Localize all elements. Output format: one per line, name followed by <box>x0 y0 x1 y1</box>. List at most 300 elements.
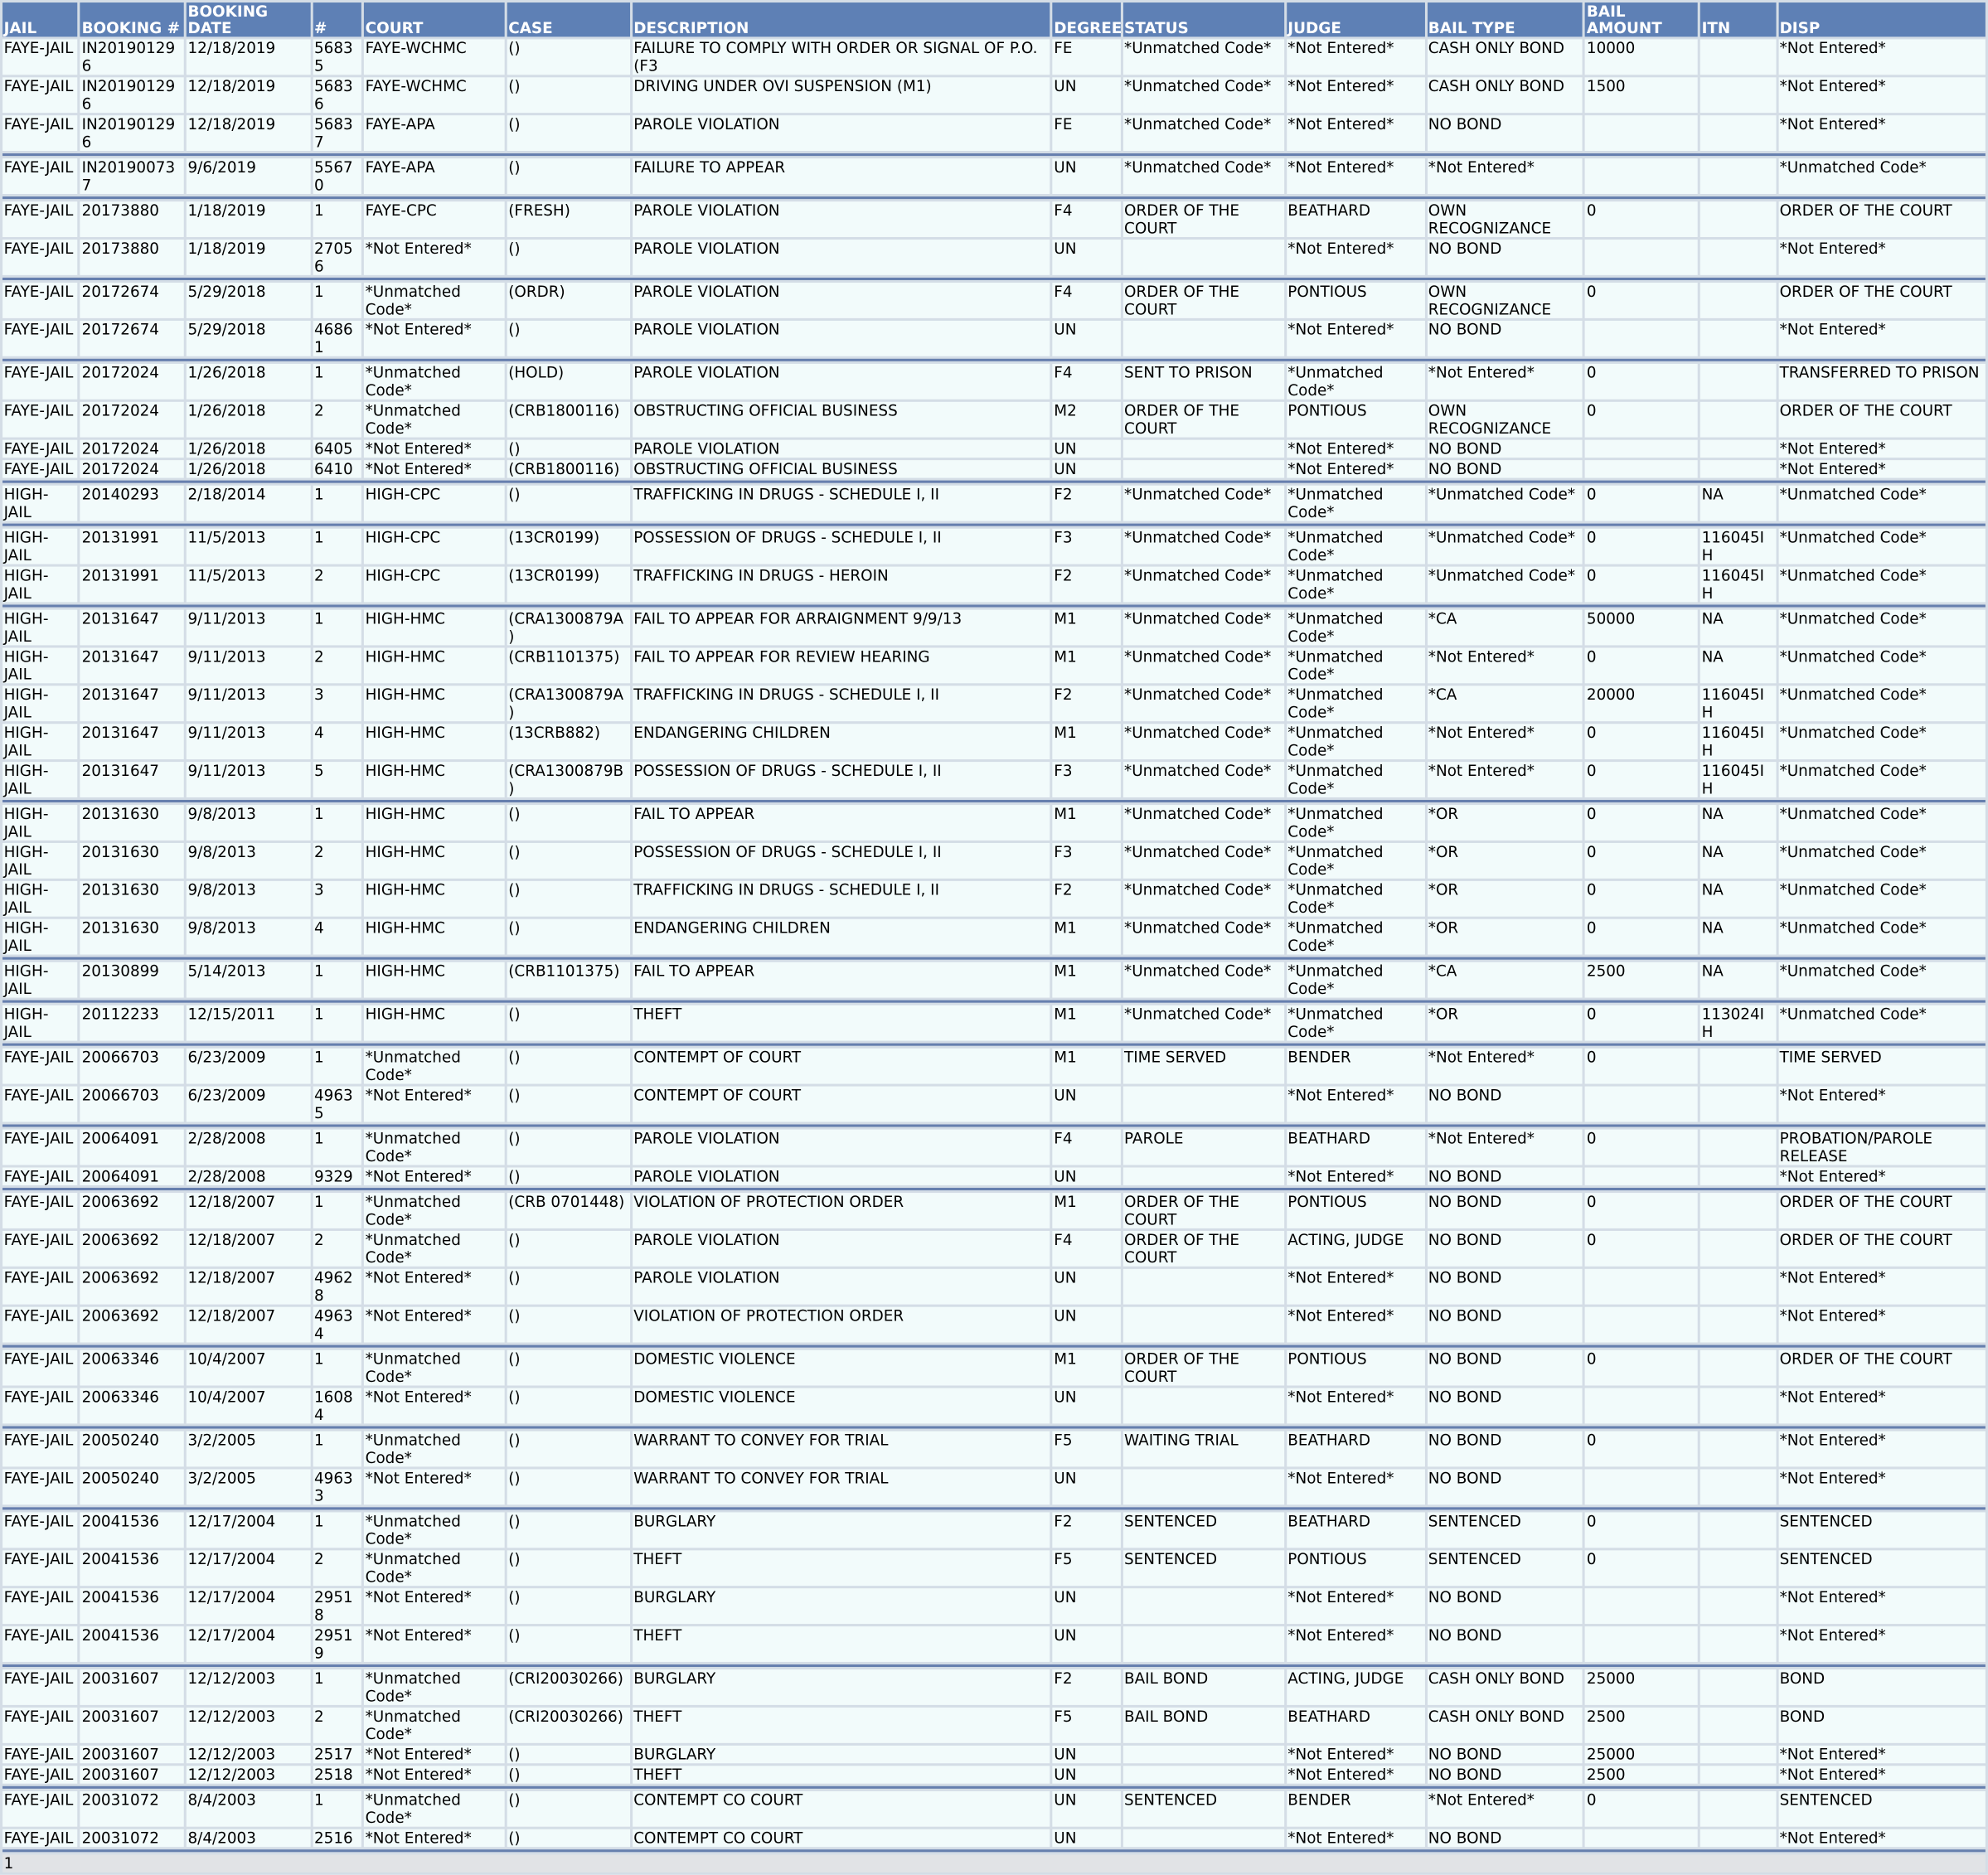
cell-bail-type: *Not Entered* <box>1427 1791 1583 1827</box>
cell-degree: UN <box>1053 1167 1121 1185</box>
cell-case: () <box>507 1746 630 1763</box>
cell-court: *Unmatched Code* <box>364 1550 505 1586</box>
cell-case: () <box>507 1766 630 1783</box>
cell-booking-number: 20172024 <box>80 402 184 438</box>
cell-itn <box>1700 240 1776 275</box>
cell-disp: *Not Entered* <box>1778 240 1986 275</box>
cell-judge: *Not Entered* <box>1287 158 1424 194</box>
cell-booking-number: 20063692 <box>80 1269 184 1305</box>
table-row <box>2 1669 1986 1705</box>
group-separator <box>2 1188 1986 1190</box>
cell-charge-number: 1 <box>313 1669 361 1705</box>
cell-court: FAYE-WCHMC <box>364 39 505 75</box>
cell-booking-number: 20130899 <box>80 962 184 998</box>
table-row <box>2 1512 1986 1548</box>
cell-jail: HIGH-JAIL <box>2 686 78 721</box>
table-row <box>2 283 1986 318</box>
cell-booking-date: 9/11/2013 <box>187 762 310 797</box>
cell-booking-date: 12/15/2011 <box>187 1005 310 1041</box>
cell-disp: *Unmatched Code* <box>1778 158 1986 194</box>
cell-court: HIGH-HMC <box>364 686 505 721</box>
cell-judge: *Not Entered* <box>1287 1766 1424 1783</box>
group-separator-bar <box>2 359 1986 361</box>
table-row <box>2 962 1986 998</box>
group-separator-bar <box>2 1849 1986 1852</box>
cell-booking-number: 20066703 <box>80 1049 184 1084</box>
cell-itn <box>1700 321 1776 356</box>
cell-itn: NA <box>1700 962 1776 998</box>
cell-status: *Unmatched Code* <box>1123 843 1284 879</box>
cell-bail-amount: 0 <box>1585 762 1698 797</box>
cell-itn <box>1700 440 1776 458</box>
cell-degree: UN <box>1053 321 1121 356</box>
cell-degree: UN <box>1053 1469 1121 1504</box>
cell-degree: M1 <box>1053 1193 1121 1228</box>
cell-jail: FAYE-JAIL <box>2 1766 78 1783</box>
table-row <box>2 805 1986 841</box>
cell-jail: HIGH-JAIL <box>2 610 78 646</box>
group-separator <box>2 359 1986 361</box>
cell-description: THEFT <box>633 1766 1050 1783</box>
cell-booking-date: 6/23/2009 <box>187 1049 310 1084</box>
cell-case: () <box>507 1167 630 1185</box>
table-row <box>2 39 1986 75</box>
cell-bail-amount: 50000 <box>1585 610 1698 646</box>
cell-booking-number: 20066703 <box>80 1087 184 1122</box>
cell-degree: UN <box>1053 1626 1121 1662</box>
cell-disp: ORDER OF THE COURT <box>1778 1193 1986 1228</box>
cell-degree: M1 <box>1053 919 1121 955</box>
cell-bail-amount: 0 <box>1585 567 1698 603</box>
cell-bail-amount: 0 <box>1585 843 1698 879</box>
table-row <box>2 1269 1986 1305</box>
group-separator-bar <box>2 604 1986 607</box>
cell-charge-number: 49635 <box>313 1087 361 1122</box>
cell-degree: M1 <box>1053 805 1121 841</box>
cell-status: SENTENCED <box>1123 1791 1284 1827</box>
cell-court: HIGH-HMC <box>364 881 505 917</box>
table-row <box>2 529 1986 564</box>
column-header-bail-amount: BAIL AMOUNT <box>1585 2 1698 36</box>
cell-description: VIOLATION OF PROTECTION ORDER <box>633 1307 1050 1343</box>
cell-judge: PONTIOUS <box>1287 1550 1424 1586</box>
cell-case: (HOLD) <box>507 364 630 400</box>
column-header-judge: JUDGE <box>1287 2 1424 36</box>
cell-disp: *Unmatched Code* <box>1778 567 1986 603</box>
table-row <box>2 1766 1986 1783</box>
cell-disp: SENTENCED <box>1778 1791 1986 1827</box>
cell-booking-date: 12/18/2007 <box>187 1269 310 1305</box>
cell-charge-number: 2 <box>313 1550 361 1586</box>
cell-judge: *Unmatched Code* <box>1287 529 1424 564</box>
cell-description: THEFT <box>633 1708 1050 1743</box>
cell-itn <box>1700 1626 1776 1662</box>
cell-charge-number: 56837 <box>313 115 361 151</box>
cell-court: *Unmatched Code* <box>364 1350 505 1386</box>
cell-degree: M2 <box>1053 402 1121 438</box>
cell-jail: FAYE-JAIL <box>2 1269 78 1305</box>
cell-bail-amount: 0 <box>1585 1005 1698 1041</box>
cell-disp: *Unmatched Code* <box>1778 724 1986 759</box>
cell-case: (13CR0199) <box>507 529 630 564</box>
cell-status <box>1123 1746 1284 1763</box>
cell-booking-number: 20172024 <box>80 364 184 400</box>
table-row <box>2 647 1986 683</box>
cell-booking-number: IN201900737 <box>80 158 184 194</box>
group-separator-bar <box>2 1044 1986 1046</box>
cell-description: BURGLARY <box>633 1669 1050 1705</box>
cell-degree: M1 <box>1053 1005 1121 1041</box>
cell-booking-number: 20041536 <box>80 1588 184 1624</box>
cell-booking-date: 1/18/2019 <box>187 240 310 275</box>
cell-status <box>1123 321 1284 356</box>
cell-judge: *Unmatched Code* <box>1287 364 1424 400</box>
cell-itn <box>1700 1588 1776 1624</box>
table-row <box>2 567 1986 603</box>
table-header-row <box>2 2 1986 36</box>
table-row <box>2 1049 1986 1084</box>
cell-degree: F5 <box>1053 1550 1121 1586</box>
cell-bail-type: CASH ONLY BOND <box>1427 1708 1583 1743</box>
cell-description: PAROLE VIOLATION <box>633 321 1050 356</box>
cell-court: *Not Entered* <box>364 321 505 356</box>
cell-bail-amount: 0 <box>1585 1193 1698 1228</box>
cell-court: *Not Entered* <box>364 1269 505 1305</box>
cell-booking-number: 20063692 <box>80 1307 184 1343</box>
cell-booking-number: 20041536 <box>80 1512 184 1548</box>
cell-charge-number: 1 <box>313 283 361 318</box>
cell-bail-amount <box>1585 440 1698 458</box>
cell-jail: HIGH-JAIL <box>2 962 78 998</box>
cell-bail-type: NO BOND <box>1427 1193 1583 1228</box>
cell-disp: *Not Entered* <box>1778 440 1986 458</box>
cell-jail: HIGH-JAIL <box>2 486 78 521</box>
cell-booking-date: 12/17/2004 <box>187 1588 310 1624</box>
cell-case: () <box>507 1512 630 1548</box>
cell-disp: *Not Entered* <box>1778 321 1986 356</box>
cell-description: TRAFFICKING IN DRUGS - SCHEDULE I, II <box>633 881 1050 917</box>
cell-booking-number: 20031607 <box>80 1766 184 1783</box>
cell-disp: *Not Entered* <box>1778 1167 1986 1185</box>
cell-charge-number: 1 <box>313 1005 361 1041</box>
column-header-bail-type: BAIL TYPE <box>1427 2 1583 36</box>
cell-court: HIGH-HMC <box>364 805 505 841</box>
cell-charge-number: 29519 <box>313 1626 361 1662</box>
cell-case: (CRA1300879B) <box>507 762 630 797</box>
cell-charge-number: 4 <box>313 919 361 955</box>
table-row <box>2 762 1986 797</box>
cell-bail-amount <box>1585 1167 1698 1185</box>
cell-degree: F4 <box>1053 364 1121 400</box>
cell-status: *Unmatched Code* <box>1123 529 1284 564</box>
cell-disp: ORDER OF THE COURT <box>1778 1231 1986 1267</box>
cell-bail-type: *OR <box>1427 1005 1583 1041</box>
cell-status: *Unmatched Code* <box>1123 881 1284 917</box>
cell-bail-type: NO BOND <box>1427 460 1583 477</box>
cell-court: *Not Entered* <box>364 1388 505 1424</box>
cell-judge: *Not Entered* <box>1287 1626 1424 1662</box>
cell-description: THEFT <box>633 1626 1050 1662</box>
cell-disp: *Not Entered* <box>1778 1388 1986 1424</box>
cell-jail: HIGH-JAIL <box>2 919 78 955</box>
cell-status <box>1123 1269 1284 1305</box>
column-header-charge-number: # <box>313 2 361 36</box>
cell-charge-number: 56836 <box>313 77 361 113</box>
cell-itn <box>1700 1669 1776 1705</box>
cell-jail: FAYE-JAIL <box>2 1087 78 1122</box>
cell-booking-date: 9/8/2013 <box>187 805 310 841</box>
cell-bail-amount: 0 <box>1585 402 1698 438</box>
cell-bail-type: NO BOND <box>1427 1766 1583 1783</box>
cell-judge: *Unmatched Code* <box>1287 647 1424 683</box>
cell-description: PAROLE VIOLATION <box>633 1130 1050 1165</box>
table-row <box>2 881 1986 917</box>
cell-description: PAROLE VIOLATION <box>633 1167 1050 1185</box>
cell-jail: FAYE-JAIL <box>2 1049 78 1084</box>
cell-disp: *Unmatched Code* <box>1778 647 1986 683</box>
cell-court: HIGH-HMC <box>364 843 505 879</box>
cell-bail-type: *Not Entered* <box>1427 647 1583 683</box>
cell-itn <box>1700 1087 1776 1122</box>
cell-judge: *Unmatched Code* <box>1287 805 1424 841</box>
cell-bail-amount <box>1585 115 1698 151</box>
cell-case: (ORDR) <box>507 283 630 318</box>
cell-charge-number: 2 <box>313 1231 361 1267</box>
cell-booking-date: 12/18/2019 <box>187 77 310 113</box>
cell-degree: F2 <box>1053 686 1121 721</box>
cell-degree: F2 <box>1053 486 1121 521</box>
table-row <box>2 1231 1986 1267</box>
cell-case: () <box>507 1829 630 1847</box>
cell-case: (CRB1800116) <box>507 402 630 438</box>
cell-itn <box>1700 1708 1776 1743</box>
cell-jail: FAYE-JAIL <box>2 1193 78 1228</box>
group-separator <box>2 1849 1986 1852</box>
table-row <box>2 686 1986 721</box>
cell-degree: UN <box>1053 158 1121 194</box>
cell-charge-number: 49634 <box>313 1307 361 1343</box>
cell-disp: *Not Entered* <box>1778 460 1986 477</box>
cell-jail: FAYE-JAIL <box>2 1512 78 1548</box>
cell-bail-type: CASH ONLY BOND <box>1427 39 1583 75</box>
cell-bail-amount: 0 <box>1585 201 1698 237</box>
cell-bail-type: *Not Entered* <box>1427 1130 1583 1165</box>
cell-disp: *Unmatched Code* <box>1778 881 1986 917</box>
cell-bail-type: NO BOND <box>1427 321 1583 356</box>
cell-court: *Not Entered* <box>364 1307 505 1343</box>
cell-booking-number: 20131630 <box>80 881 184 917</box>
table-row <box>2 77 1986 113</box>
cell-case: () <box>507 1049 630 1084</box>
cell-jail: FAYE-JAIL <box>2 402 78 438</box>
cell-case: (FRESH) <box>507 201 630 237</box>
cell-bail-type: NO BOND <box>1427 1307 1583 1343</box>
cell-case: (CRA1300879A) <box>507 686 630 721</box>
cell-case: (CRA1300879A) <box>507 610 630 646</box>
cell-description: OBSTRUCTING OFFICIAL BUSINESS <box>633 460 1050 477</box>
cell-bail-type: OWN RECOGNIZANCE <box>1427 402 1583 438</box>
column-header-description: DESCRIPTION <box>633 2 1050 36</box>
cell-booking-number: 20031607 <box>80 1669 184 1705</box>
cell-bail-amount: 25000 <box>1585 1669 1698 1705</box>
cell-description: TRAFFICKING IN DRUGS - SCHEDULE I, II <box>633 486 1050 521</box>
cell-charge-number: 1 <box>313 1350 361 1386</box>
cell-degree: F2 <box>1053 1512 1121 1548</box>
cell-bail-type: *Unmatched Code* <box>1427 529 1583 564</box>
cell-jail: FAYE-JAIL <box>2 115 78 151</box>
cell-bail-type: *Not Entered* <box>1427 1049 1583 1084</box>
cell-status: ORDER OF THE COURT <box>1123 1193 1284 1228</box>
cell-charge-number: 6410 <box>313 460 361 477</box>
cell-bail-type: NO BOND <box>1427 1746 1583 1763</box>
cell-jail: HIGH-JAIL <box>2 529 78 564</box>
cell-case: (13CRB882) <box>507 724 630 759</box>
cell-judge: *Unmatched Code* <box>1287 610 1424 646</box>
cell-court: *Not Entered* <box>364 1469 505 1504</box>
cell-itn <box>1700 1193 1776 1228</box>
cell-itn <box>1700 1130 1776 1165</box>
cell-booking-number: 20063346 <box>80 1388 184 1424</box>
cell-charge-number: 49633 <box>313 1469 361 1504</box>
cell-case: () <box>507 39 630 75</box>
cell-charge-number: 2 <box>313 1708 361 1743</box>
cell-judge: *Unmatched Code* <box>1287 686 1424 721</box>
cell-case: () <box>507 240 630 275</box>
table-row <box>2 321 1986 356</box>
cell-booking-number: 20140293 <box>80 486 184 521</box>
cell-itn: 116045IH <box>1700 724 1776 759</box>
cell-charge-number: 3 <box>313 686 361 721</box>
cell-judge: BEATHARD <box>1287 1130 1424 1165</box>
cell-court: *Not Entered* <box>364 460 505 477</box>
cell-charge-number: 1 <box>313 1193 361 1228</box>
cell-description: PAROLE VIOLATION <box>633 201 1050 237</box>
cell-description: POSSESSION OF DRUGS - SCHEDULE I, II <box>633 529 1050 564</box>
cell-charge-number: 3 <box>313 881 361 917</box>
group-separator-bar <box>2 153 1986 156</box>
table-row <box>2 364 1986 400</box>
cell-booking-date: 9/8/2013 <box>187 919 310 955</box>
cell-bail-amount: 0 <box>1585 1791 1698 1827</box>
cell-description: FAIL TO APPEAR <box>633 962 1050 998</box>
cell-booking-date: 12/12/2003 <box>187 1669 310 1705</box>
cell-jail: FAYE-JAIL <box>2 158 78 194</box>
cell-degree: F2 <box>1053 881 1121 917</box>
cell-judge: *Unmatched Code* <box>1287 762 1424 797</box>
cell-charge-number: 27056 <box>313 240 361 275</box>
cell-degree: UN <box>1053 1087 1121 1122</box>
cell-itn <box>1700 460 1776 477</box>
cell-status: *Unmatched Code* <box>1123 962 1284 998</box>
cell-disp: ORDER OF THE COURT <box>1778 402 1986 438</box>
cell-booking-date: 9/11/2013 <box>187 647 310 683</box>
cell-judge: *Not Entered* <box>1287 115 1424 151</box>
cell-jail: FAYE-JAIL <box>2 1746 78 1763</box>
cell-booking-date: 1/26/2018 <box>187 364 310 400</box>
cell-degree: FE <box>1053 39 1121 75</box>
cell-jail: FAYE-JAIL <box>2 1350 78 1386</box>
cell-bail-amount: 2500 <box>1585 1766 1698 1783</box>
cell-bail-amount: 2500 <box>1585 962 1698 998</box>
cell-status: *Unmatched Code* <box>1123 647 1284 683</box>
cell-court: FAYE-APA <box>364 115 505 151</box>
cell-judge: *Not Entered* <box>1287 1307 1424 1343</box>
cell-booking-number: 20131647 <box>80 647 184 683</box>
cell-court: *Unmatched Code* <box>364 402 505 438</box>
cell-degree: M1 <box>1053 724 1121 759</box>
cell-bail-type: *Not Entered* <box>1427 724 1583 759</box>
cell-status: *Unmatched Code* <box>1123 686 1284 721</box>
cell-status: *Unmatched Code* <box>1123 805 1284 841</box>
cell-bail-amount <box>1585 1269 1698 1305</box>
cell-case: (CRB1101375) <box>507 647 630 683</box>
cell-court: HIGH-HMC <box>364 647 505 683</box>
cell-description: PAROLE VIOLATION <box>633 1231 1050 1267</box>
cell-booking-number: 20173880 <box>80 201 184 237</box>
cell-bail-type: *Unmatched Code* <box>1427 486 1583 521</box>
column-header-booking-number: BOOKING # <box>80 2 184 36</box>
cell-itn <box>1700 402 1776 438</box>
table-row <box>2 843 1986 879</box>
cell-itn <box>1700 1550 1776 1586</box>
cell-booking-date: 1/26/2018 <box>187 440 310 458</box>
cell-jail: FAYE-JAIL <box>2 1550 78 1586</box>
cell-booking-date: 2/28/2008 <box>187 1130 310 1165</box>
cell-charge-number: 1 <box>313 1791 361 1827</box>
cell-status: *Unmatched Code* <box>1123 919 1284 955</box>
cell-charge-number: 5 <box>313 762 361 797</box>
cell-degree: UN <box>1053 1746 1121 1763</box>
cell-booking-date: 9/11/2013 <box>187 724 310 759</box>
cell-status: BAIL BOND <box>1123 1708 1284 1743</box>
cell-bail-amount: 2500 <box>1585 1708 1698 1743</box>
page-number[interactable]: 1 <box>2 1854 1986 1872</box>
cell-booking-date: 12/17/2004 <box>187 1626 310 1662</box>
cell-degree: F2 <box>1053 567 1121 603</box>
cell-judge: *Unmatched Code* <box>1287 567 1424 603</box>
cell-jail: FAYE-JAIL <box>2 364 78 400</box>
cell-case: () <box>507 115 630 151</box>
cell-booking-date: 12/17/2004 <box>187 1512 310 1548</box>
cell-bail-amount: 0 <box>1585 1512 1698 1548</box>
cell-status <box>1123 1766 1284 1783</box>
cell-bail-amount: 10000 <box>1585 39 1698 75</box>
cell-charge-number: 16084 <box>313 1388 361 1424</box>
cell-jail: FAYE-JAIL <box>2 1626 78 1662</box>
cell-charge-number: 1 <box>313 486 361 521</box>
cell-booking-number: IN201901296 <box>80 77 184 113</box>
cell-booking-date: 1/18/2019 <box>187 201 310 237</box>
cell-booking-number: 20131647 <box>80 724 184 759</box>
cell-description: WARRANT TO CONVEY FOR TRIAL <box>633 1469 1050 1504</box>
cell-bail-type: NO BOND <box>1427 1469 1583 1504</box>
cell-booking-number: 20031072 <box>80 1829 184 1847</box>
cell-judge: *Not Entered* <box>1287 460 1424 477</box>
column-header-disp: DISP <box>1778 2 1986 36</box>
group-separator-bar <box>2 800 1986 802</box>
cell-booking-date: 2/28/2008 <box>187 1167 310 1185</box>
cell-judge: *Unmatched Code* <box>1287 486 1424 521</box>
cell-description: DRIVING UNDER OVI SUSPENSION (M1) <box>633 77 1050 113</box>
cell-charge-number: 1 <box>313 962 361 998</box>
cell-itn <box>1700 158 1776 194</box>
table-row <box>2 486 1986 521</box>
cell-disp: BOND <box>1778 1708 1986 1743</box>
group-separator-bar <box>2 196 1986 199</box>
cell-description: BURGLARY <box>633 1746 1050 1763</box>
table-row <box>2 460 1986 477</box>
cell-jail: HIGH-JAIL <box>2 762 78 797</box>
